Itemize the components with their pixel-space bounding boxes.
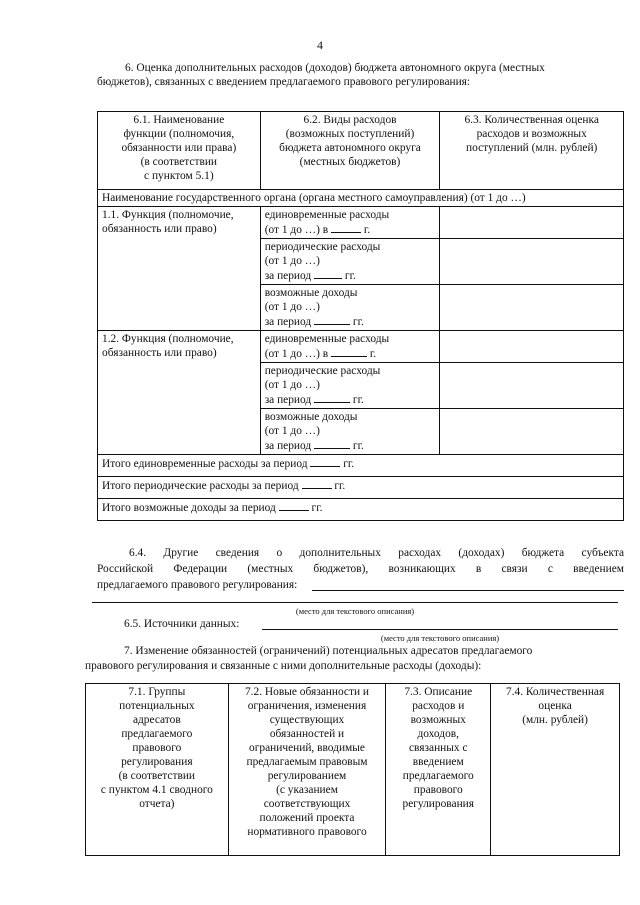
estimate-cell (440, 331, 624, 363)
total-one-time-row (98, 455, 624, 477)
section-6-4-line2: Российской Федерации (местных бюджетов), возникающих в связи с введением (97, 563, 624, 575)
caption-text-description: (место для текстового описания) (295, 606, 415, 616)
text-input-line (312, 590, 624, 591)
header-col-7-3: 7.3. Описание расходов и возможных доходов, связанных с введением предлагаемого правового регулирования (386, 684, 491, 856)
section-6-heading-line2: бюджетов), связанных с введением предлагаемого правового регулирования: (97, 76, 471, 88)
estimate-cell (440, 239, 624, 285)
header-col-7-1: 7.1. Группы потенциальных адресатов предлагаемого правового регулирования (в соответствии с пунктом 4.1 сводного отчета) (86, 684, 229, 856)
section-6-5-label: 6.5. Источники данных: (124, 618, 240, 630)
possible-income-cell: возможные доходы (от 1 до …) за период гг. (260, 285, 440, 331)
section-7-line2: правового регулирования и связанные с ними дополнительные расходы (доходы): (85, 660, 482, 672)
function-1-1-label: 1.1. Функция (полномочие, обязанность или право) (98, 207, 261, 331)
total-periodic-label: Итого периодические расходы за период гг. (98, 477, 624, 499)
header-col-6-1: 6.1. Наименование функции (полномочия, обязанности или права) (в соответствии с пунктом 5.1) (98, 112, 261, 190)
expenses-table (97, 111, 624, 521)
obligations-table (85, 683, 620, 856)
header-col-7-4: 7.4. Количественная оценка (млн. рублей) (491, 684, 620, 856)
estimate-cell (440, 285, 624, 331)
page-number: 4 (317, 38, 323, 52)
section-6-4-line3: предлагаемого правового регулирования: (97, 579, 298, 591)
periodic-expenses-cell: периодические расходы (от 1 до …) за период гг. (260, 363, 440, 409)
total-periodic-row (98, 477, 624, 499)
total-income-label: Итого возможные доходы за период гг. (98, 499, 624, 521)
header-col-6-3: 6.3. Количественная оценка расходов и возможных поступлений (млн. рублей) (440, 112, 624, 190)
text-input-line (92, 602, 618, 603)
text-input-line (262, 629, 618, 630)
section-6-heading: 6. Оценка дополнительных расходов (доходов) бюджета автономного округа (местных (125, 62, 545, 74)
table-row (98, 331, 624, 363)
section-6-4-line1: 6.4. Другие сведения о дополнительных расходах (доходах) бюджета субъекта (129, 547, 624, 559)
table-header-row (86, 684, 620, 856)
caption-text-description: (место для текстового описания) (380, 633, 500, 643)
total-income-row (98, 499, 624, 521)
table-row (98, 207, 624, 239)
one-time-expenses-cell: единовременные расходы (от 1 до …) в г. (260, 331, 440, 363)
table-header-row (98, 112, 624, 190)
estimate-cell (440, 363, 624, 409)
function-1-2-label: 1.2. Функция (полномочие, обязанность или право) (98, 331, 261, 455)
header-col-6-2: 6.2. Виды расходов (возможных поступлений) бюджета автономного округа (местных бюджетов) (260, 112, 440, 190)
one-time-expenses-cell: единовременные расходы (от 1 до …) в г. (260, 207, 440, 239)
estimate-cell (440, 207, 624, 239)
total-one-time-label: Итого единовременные расходы за период гг. (98, 455, 624, 477)
header-col-7-2: 7.2. Новые обязанности и ограничения, изменения существующих обязанностей и ограничений, вводимые предлагаемым правовым регулированием (с указанием соответствующих положений проекта нормативного правового (228, 684, 386, 856)
organ-row-label: Наименование государственного органа (органа местного самоуправления) (от 1 до …) (98, 190, 624, 207)
estimate-cell (440, 409, 624, 455)
section-7-line1: 7. Изменение обязанностей (ограничений) потенциальных адресатов предлагаемого (124, 645, 533, 657)
organ-row (98, 190, 624, 207)
possible-income-cell: возможные доходы (от 1 до …) за период гг. (260, 409, 440, 455)
periodic-expenses-cell: периодические расходы (от 1 до …) за период гг. (260, 239, 440, 285)
